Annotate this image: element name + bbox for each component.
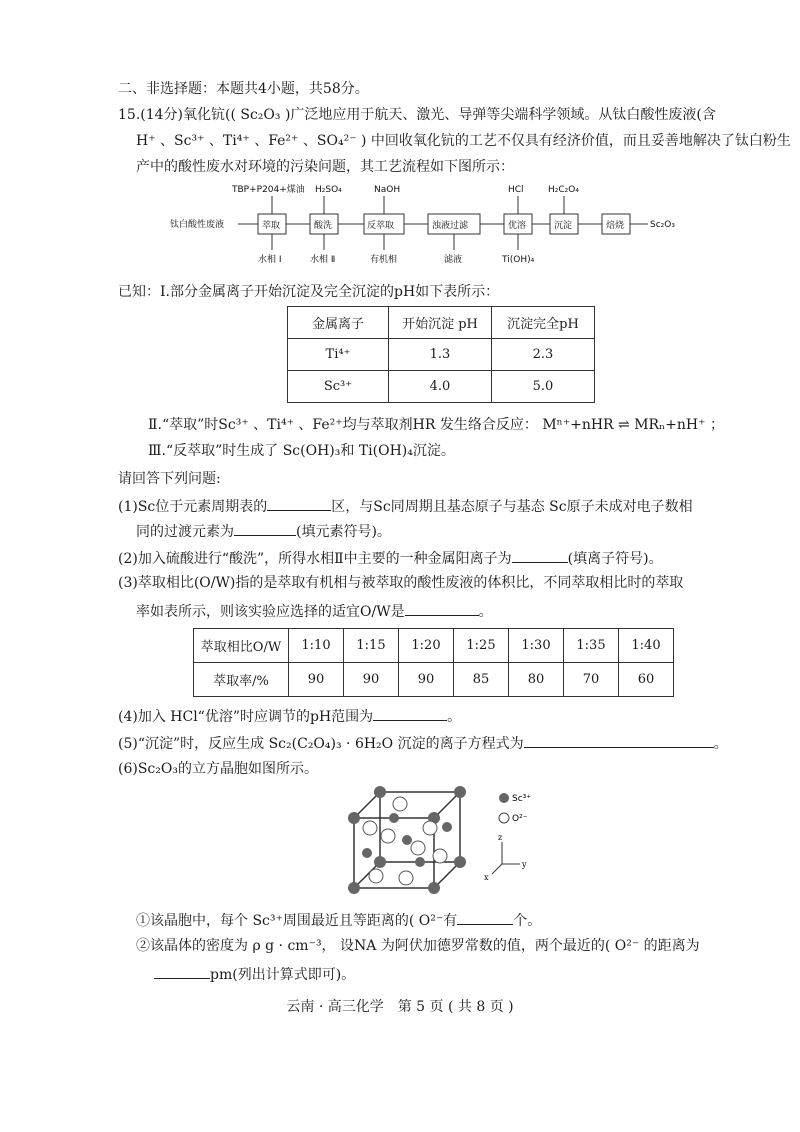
flow-output-5: Ti(OH)₄	[502, 255, 535, 265]
ratio-cell: 1:10	[289, 629, 344, 663]
q6-2-blank[interactable]	[154, 964, 210, 979]
section-heading: 二、非选择题：本题共4小题，共58分。	[118, 81, 369, 97]
sc-atom	[454, 856, 466, 868]
flow-output-2: 水相 Ⅱ	[310, 255, 336, 265]
flow-input-4: HCl	[508, 185, 524, 195]
o-atom	[423, 821, 437, 835]
q3-line1: (3)萃取相比(O/W)指的是萃取有机相与被萃取的酸性废液的体积比，不同萃取相比时的萃取	[118, 575, 684, 591]
rate-cell: 80	[509, 663, 564, 697]
rate-cell: 60	[619, 663, 674, 697]
flow-step-1: 萃取	[262, 221, 281, 231]
q2-blank[interactable]	[512, 548, 568, 563]
o-atom	[381, 829, 395, 843]
flow-step-7: 焙烧	[606, 221, 625, 231]
rate-cell: 70	[564, 663, 619, 697]
ratio-cell: 1:20	[399, 629, 454, 663]
q6-line: (6)Sc₂O₃的立方晶胞如图所示。	[118, 761, 318, 777]
q15-line1: 15.(14分)氧化钪(( Sc₂O₃ )广泛地应用于航天、激光、导弹等尖端科学领域。从钛白酸性废液(含	[118, 107, 716, 123]
q1-blank-2[interactable]	[234, 521, 296, 536]
q1-line1: (1)Sc位于元素周期表的 区，与Sc同周期且基态原子与基态 Sc原子未成对电子数相	[118, 496, 693, 516]
axis-x: x	[484, 873, 489, 882]
sc-atom	[442, 822, 452, 832]
cell-legend	[480, 790, 550, 890]
legend-sc-icon	[499, 793, 509, 803]
answer-prompt: 请回答下列问题:	[118, 471, 221, 487]
ph-table	[287, 306, 595, 403]
ph-ti-complete: 2.3	[492, 339, 595, 371]
q5-blank[interactable]	[524, 733, 714, 748]
sc-atom	[389, 813, 399, 823]
ratio-cell: 1:40	[619, 629, 674, 663]
q15-line3: 产中的酸性废水对环境的污染问题，其工艺流程如下图所示：	[136, 159, 514, 175]
ph-ion-ti: Ti⁴⁺	[288, 339, 389, 371]
flow-input-3: NaOH	[374, 185, 401, 195]
o-atom	[433, 849, 447, 863]
ph-ti-start: 1.3	[389, 339, 492, 371]
flow-step-2: 酸洗	[314, 221, 333, 231]
flow-step-6: 沉淀	[554, 221, 573, 231]
legend-o-label: O²⁻	[512, 814, 528, 824]
ph-header-complete: 沉淀完全pH	[492, 307, 595, 339]
o-atom	[411, 841, 425, 855]
axes-icon	[492, 842, 520, 874]
flow-input-5: H₂C₂O₄	[548, 185, 579, 195]
o-atom	[369, 869, 383, 883]
rate-cell: 90	[289, 663, 344, 697]
rate-cell: 85	[454, 663, 509, 697]
flow-product: Sc₂O₃	[650, 220, 675, 230]
ph-sc-start: 4.0	[389, 371, 492, 403]
page-footer: 云南 · 高三化学 第 5 页 ( 共 8 页 )	[286, 999, 514, 1015]
q4-line: (4)加入 HCl“优溶”时应调节的pH范围为 。	[118, 706, 461, 726]
q2-line: (2)加入硫酸进行“酸洗”，所得水相Ⅱ中主要的一种金属阳离子为 (填离子符号)。	[118, 548, 663, 568]
sc-atom	[348, 812, 360, 824]
legend-sc-label: Sc³⁺	[512, 794, 532, 804]
q4-blank[interactable]	[373, 706, 447, 721]
sc-atom	[402, 835, 412, 845]
flow-input-1: TBP+P204+煤油	[232, 185, 305, 195]
known-i: 已知：Ⅰ.部分金属离子开始沉淀及完全沉淀的pH如下表所示：	[118, 284, 500, 300]
axis-z: z	[498, 833, 503, 842]
known-iii: Ⅲ.“反萃取”时生成了 Sc(OH)₃和 Ti(OH)₄沉淀。	[148, 443, 455, 459]
flow-step-5: 优溶	[508, 221, 527, 231]
q3-blank[interactable]	[405, 601, 479, 616]
q6-1-blank[interactable]	[457, 910, 513, 925]
sc-atom	[415, 857, 425, 867]
ph-ion-sc: Sc³⁺	[288, 371, 389, 403]
ratio-cell: 1:25	[454, 629, 509, 663]
flow-output-1: 水相 Ⅰ	[258, 255, 282, 265]
q5-line: (5)“沉淀”时，反应生成 Sc₂(C₂O₄)₃ · 6H₂O 沉淀的离子方程式为 。	[118, 733, 728, 753]
process-flowchart	[170, 180, 690, 270]
q15-line2: H⁺ 、Sc³⁺ 、Ti⁴⁺ 、Fe²⁺ 、SO₄²⁻ ) 中回收氧化钪的工艺不仅具有经济价值，而且妥善地解决了钛白粉生	[136, 133, 791, 149]
q1-line2: 同的过渡元素为 (填元素符号)。	[136, 521, 391, 541]
q6-2-line2: pm(列出计算式即可)。	[154, 964, 355, 984]
flow-output-4: 滤液	[444, 255, 463, 265]
axis-y: y	[522, 860, 527, 869]
o-atom	[363, 821, 377, 835]
flow-step-4: 浊液过滤	[432, 221, 469, 231]
rate-cell: 90	[399, 663, 454, 697]
extraction-rate-label: 萃取率/%	[194, 663, 289, 697]
sc-atom	[374, 856, 386, 868]
flow-step-3: 反萃取	[367, 221, 395, 231]
ph-sc-complete: 5.0	[492, 371, 595, 403]
q6-1-line: ①该晶胞中，每个 Sc³⁺周围最近且等距离的( O²⁻有 个。	[136, 910, 541, 930]
sc-atom	[454, 786, 466, 798]
flow-output-3: 有机相	[370, 255, 398, 265]
o-atom	[399, 871, 413, 885]
sc-atom	[428, 882, 440, 894]
known-ii: Ⅱ.“萃取”时Sc³⁺ 、Ti⁴⁺ 、Fe²⁺均与萃取剂HR 发生络合反应： Mⁿ⁺+nHR ⇌ MRₙ+nH⁺ ；	[148, 417, 724, 433]
q1-blank-1[interactable]	[267, 496, 331, 511]
ph-header-ion: 金属离子	[288, 307, 389, 339]
flow-feed: 钛白酸性废液	[170, 220, 225, 230]
q6-2-line1: ②该晶体的密度为 ρ g · cm⁻³， 设NA 为阿伏加德罗常数的值，两个最近的( O²⁻ 的距离为	[136, 938, 700, 954]
rate-cell: 90	[344, 663, 399, 697]
q3-line2: 率如表所示，则该实验应选择的适宜O/W是 。	[136, 601, 493, 621]
sc-atom	[362, 848, 372, 858]
ratio-cell: 1:15	[344, 629, 399, 663]
sc-atom	[348, 882, 360, 894]
extraction-table	[193, 628, 674, 697]
flow-input-2: H₂SO₄	[315, 185, 342, 195]
ratio-cell: 1:35	[564, 629, 619, 663]
ratio-cell: 1:30	[509, 629, 564, 663]
o-atom	[393, 797, 407, 811]
sc-atom	[374, 786, 386, 798]
extraction-ratio-label: 萃取相比O/W	[194, 629, 289, 663]
ph-header-start: 开始沉淀 pH	[389, 307, 492, 339]
legend-o-icon	[499, 813, 509, 823]
